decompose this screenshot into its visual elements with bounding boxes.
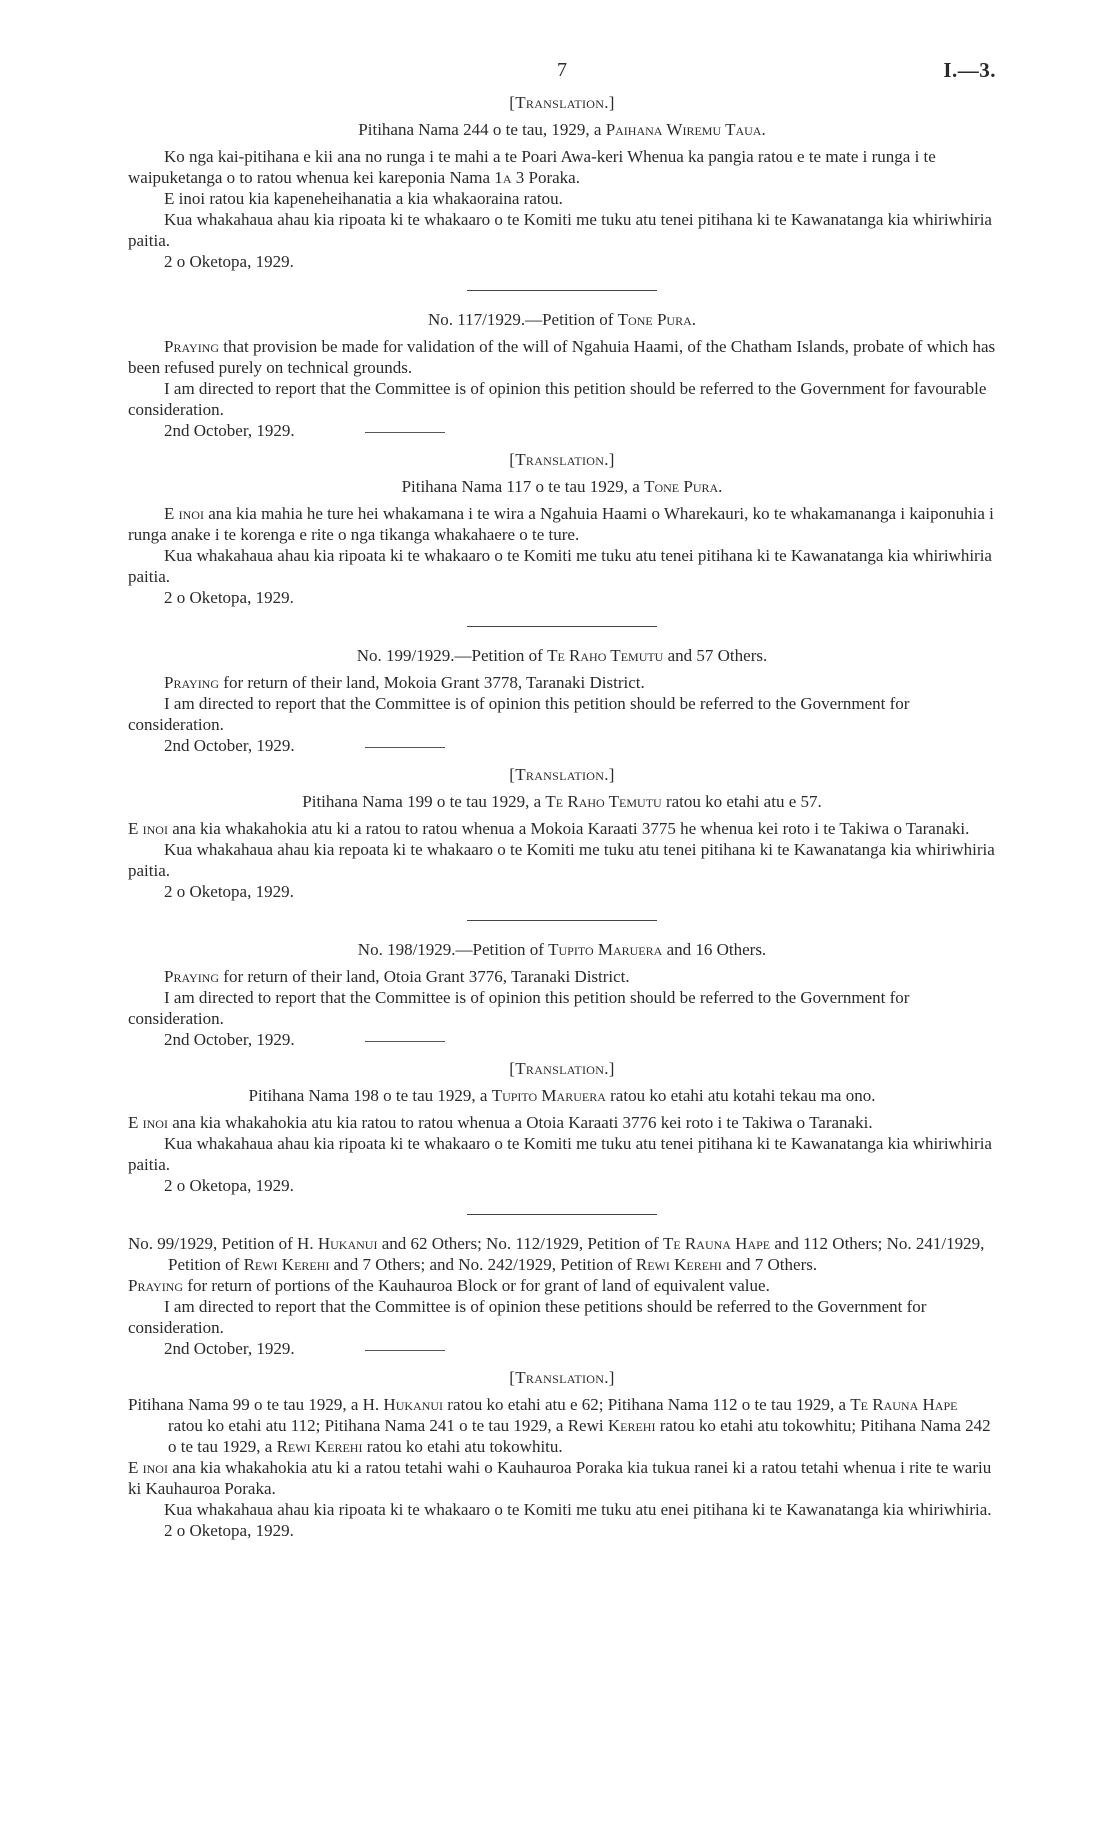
committee-report: I am directed to report that the Committee is of opinion this petition should be referred to the Government for consideration. bbox=[128, 694, 910, 734]
translation-label: [Translation.] bbox=[509, 765, 615, 784]
document-page bbox=[128, 56, 996, 1541]
report-date: 2nd October, 1929. bbox=[128, 735, 996, 756]
translation-subtitle: Pitihana Nama 198 o te tau 1929, a Tupito Maruera ratou ko etahi atu kotahi tekau ma ono. bbox=[248, 1086, 876, 1105]
translation-body: E inoi ratou kia kapeneheihanatia a kia whakaoraina ratou. bbox=[164, 189, 563, 208]
translation-body: Kua whakahaua ahau kia ripoata ki te whakaaro o te Komiti me tuku atu enei pitihana ki te Kawanatanga kia whiriwhiria. bbox=[164, 1500, 992, 1519]
section-petition-199 bbox=[128, 645, 996, 902]
committee-report: I am directed to report that the Committee is of opinion this petition should be referred to the Government for favourable consideration. bbox=[128, 379, 987, 419]
committee-report: I am directed to report that the Committee is of opinion this petition should be referred to the Government for consideration. bbox=[128, 988, 910, 1028]
translation-block bbox=[128, 764, 996, 902]
translation-body: Kua whakahaua ahau kia ripoata ki te whakaaro o te Komiti me tuku atu tenei pitihana ki te Kawanatanga kia whiriwhiria paitia. bbox=[128, 210, 992, 250]
translation-label: [Translation.] bbox=[509, 450, 615, 469]
praying-paragraph: Praying for return of portions of the Kauhauroa Block or for grant of land of equivalent value. bbox=[128, 1276, 770, 1295]
section-divider bbox=[467, 1214, 657, 1215]
praying-paragraph: Praying for return of their land, Mokoia Grant 3778, Taranaki District. bbox=[164, 673, 645, 692]
report-date: 2nd October, 1929. bbox=[128, 1338, 996, 1359]
translation-label: [Translation.] bbox=[509, 93, 615, 112]
translation-subtitle: Pitihana Nama 199 o te tau 1929, a Te Raho Temutu ratou ko etahi atu e 57. bbox=[302, 792, 822, 811]
section-divider bbox=[467, 920, 657, 921]
translation-date: 2 o Oketopa, 1929. bbox=[164, 882, 294, 901]
translation-body: Kua whakahaua ahau kia repoata ki te whakaaro o te Komiti me tuku atu tenei pitihana ki te Kawanatanga kia whiriwhiria paitia. bbox=[128, 840, 995, 880]
short-rule bbox=[365, 1350, 445, 1351]
section-petitions-kauhauroa bbox=[128, 1233, 996, 1541]
short-rule bbox=[365, 747, 445, 748]
translation-label: [Translation.] bbox=[509, 1059, 615, 1078]
report-date: 2nd October, 1929. bbox=[128, 1029, 996, 1050]
translation-block bbox=[128, 1058, 996, 1196]
section-divider bbox=[467, 626, 657, 627]
translation-subtitle: Pitihana Nama 244 o te tau, 1929, a Paihana Wiremu Taua. bbox=[358, 120, 766, 139]
document-reference: I.—3. bbox=[943, 58, 996, 82]
praying-paragraph: Praying for return of their land, Otoia Grant 3776, Taranaki District. bbox=[164, 967, 630, 986]
translation-body: Kua whakahaua ahau kia ripoata ki te whakaaro o te Komiti me tuku atu tenei pitihana ki te Kawanatanga kia whiriwhiria paitia. bbox=[128, 1134, 992, 1174]
translation-body: Kua whakahaua ahau kia ripoata ki te whakaaro o te Komiti me tuku atu tenei pitihana ki te Kawanatanga kia whiriwhiria paitia. bbox=[128, 546, 992, 586]
praying-paragraph: Praying that provision be made for validation of the will of Ngahuia Haami, of the Chatham Islands, probate of which has been refused purely on technical grounds. bbox=[128, 337, 996, 377]
petition-title: No. 117/1929.—Petition of Tone Pura. bbox=[427, 310, 697, 329]
page-header bbox=[128, 56, 996, 86]
page-number: 7 bbox=[557, 59, 567, 81]
section-divider bbox=[467, 290, 657, 291]
translation-date: 2 o Oketopa, 1929. bbox=[164, 1176, 294, 1195]
translation-body: E inoi ana kia mahia he ture hei whakamana i te wira a Ngahuia Haami o Wharekauri, ko te whakamananga i kaiponuhia i runga anake i te korenga e rite o nga tikanga whakahaere o te ture. bbox=[128, 504, 994, 544]
translation-block bbox=[128, 449, 996, 608]
translation-date: 2 o Oketopa, 1929. bbox=[164, 1521, 294, 1540]
translation-body: E inoi ana kia whakahokia atu ki a ratou tetahi wahi o Kauhauroa Poraka kia tukua ranei ki a ratou tetahi whenua i rite te wariu ki Kauhauroa Poraka. bbox=[128, 1458, 992, 1498]
petition-title: No. 99/1929, Petition of H. Hukanui and 62 Others; No. 112/1929, Petition of Te Rauna Hape and 112 Others; No. 241/1929, Petition of Rewi Kerehi and 7 Others; and No. 242/1929, Petition of Rewi Kerehi and 7 Others. bbox=[128, 1234, 985, 1274]
short-rule bbox=[365, 432, 445, 433]
petition-title: No. 199/1929.—Petition of Te Raho Temutu and 57 Others. bbox=[356, 646, 768, 665]
translation-subtitle: Pitihana Nama 117 o te tau 1929, a Tone Pura. bbox=[401, 477, 723, 496]
translation-body: Ko nga kai-pitihana e kii ana no runga i te mahi a te Poari Awa-keri Whenua ka pangia ratou e te mate i runga i te waipuketanga o to ratou whenua kei kareponia Nama 1a 3 Poraka. bbox=[128, 147, 936, 187]
section-petition-198 bbox=[128, 939, 996, 1196]
committee-report: I am directed to report that the Committee is of opinion these petitions should be referred to the Government for consideration. bbox=[128, 1297, 927, 1337]
translation-label: [Translation.] bbox=[509, 1368, 615, 1387]
translation-subtitle: Pitihana Nama 99 o te tau 1929, a H. Hukanui ratou ko etahi atu e 62; Pitihana Nama 112 o te tau 1929, a Te Rauna Hape ratou ko etahi atu 112; Pitihana Nama 241 o te tau 1929, a Rewi Kerehi ratou ko etahi atu tokowhitu; Pitihana Nama 242 o te tau 1929, a Rewi Kerehi ratou ko etahi atu tokowhitu. bbox=[128, 1395, 991, 1456]
section-petition-244-translation bbox=[128, 92, 996, 272]
translation-date: 2 o Oketopa, 1929. bbox=[164, 588, 294, 607]
section-petition-117 bbox=[128, 309, 996, 608]
short-rule bbox=[365, 1041, 445, 1042]
translation-block bbox=[128, 1367, 996, 1541]
translation-body: E inoi ana kia whakahokia atu ki a ratou to ratou whenua a Mokoia Karaati 3775 he whenua kei roto i te Takiwa o Taranaki. bbox=[128, 819, 970, 838]
translation-body: E inoi ana kia whakahokia atu kia ratou to ratou whenua a Otoia Karaati 3776 kei roto i te Takiwa o Taranaki. bbox=[128, 1113, 873, 1132]
translation-date: 2 o Oketopa, 1929. bbox=[164, 252, 294, 271]
report-date: 2nd October, 1929. bbox=[128, 420, 996, 441]
petition-title: No. 198/1929.—Petition of Tupito Maruera and 16 Others. bbox=[357, 940, 767, 959]
